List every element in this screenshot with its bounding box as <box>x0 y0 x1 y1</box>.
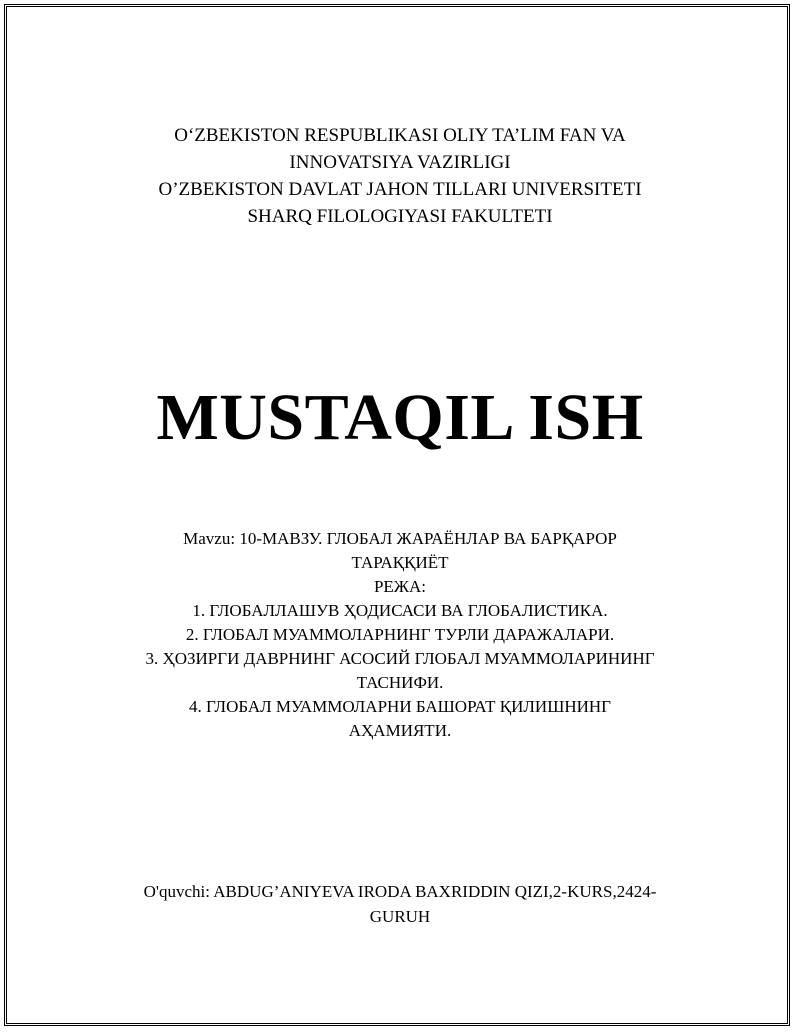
topic-block <box>0 527 800 575</box>
plan-item: ТАСНИФИ. <box>356 673 444 692</box>
plan-block <box>0 575 800 743</box>
student-line: GURUH <box>369 907 431 926</box>
header-line: O‘ZBEKISTON RESPUBLIKASI OLIY TA’LIM FAN VA <box>174 125 626 146</box>
topic-line: ТАРАҚҚИЁТ <box>351 553 449 572</box>
header-line: SHARQ FILOLOGIYASI FAKULTETI <box>247 206 553 227</box>
student-info <box>0 879 800 929</box>
document-title: MUSTAQIL ISH <box>156 381 644 454</box>
plan-item: 3. ҲОЗИРГИ ДАВРНИНГ АСОСИЙ ГЛОБАЛ МУАММОЛАРИНИНГ <box>145 649 655 668</box>
student-line: O'quvchi: ABDUG’ANIYEVA IRODA BAXRIDDIN QIZI,2-KURS,2424- <box>143 882 657 901</box>
institution-header <box>0 122 800 230</box>
plan-item: 4. ГЛОБАЛ МУАММОЛАРНИ БАШОРАТ ҚИЛИШНИНГ <box>188 697 612 716</box>
plan-heading: РЕЖА: <box>373 577 427 596</box>
header-line: INNOVATSIYA VAZIRLIGI <box>289 152 511 173</box>
topic-line: Mavzu: 10-МАВЗУ. ГЛОБАЛ ЖАРАЁНЛАР ВА БАРҚАРОР <box>183 529 617 548</box>
plan-item: 1. ГЛОБАЛЛАШУВ ҲОДИСАСИ ВА ГЛОБАЛИСТИКА. <box>192 601 608 620</box>
header-line: O’ZBEKISTON DAVLAT JAHON TILLARI UNIVERSITETI <box>158 179 642 200</box>
plan-item: 2. ГЛОБАЛ МУАММОЛАРНИНГ ТУРЛИ ДАРАЖАЛАРИ. <box>185 625 615 644</box>
plan-item: АҲАМИЯТИ. <box>348 721 452 740</box>
